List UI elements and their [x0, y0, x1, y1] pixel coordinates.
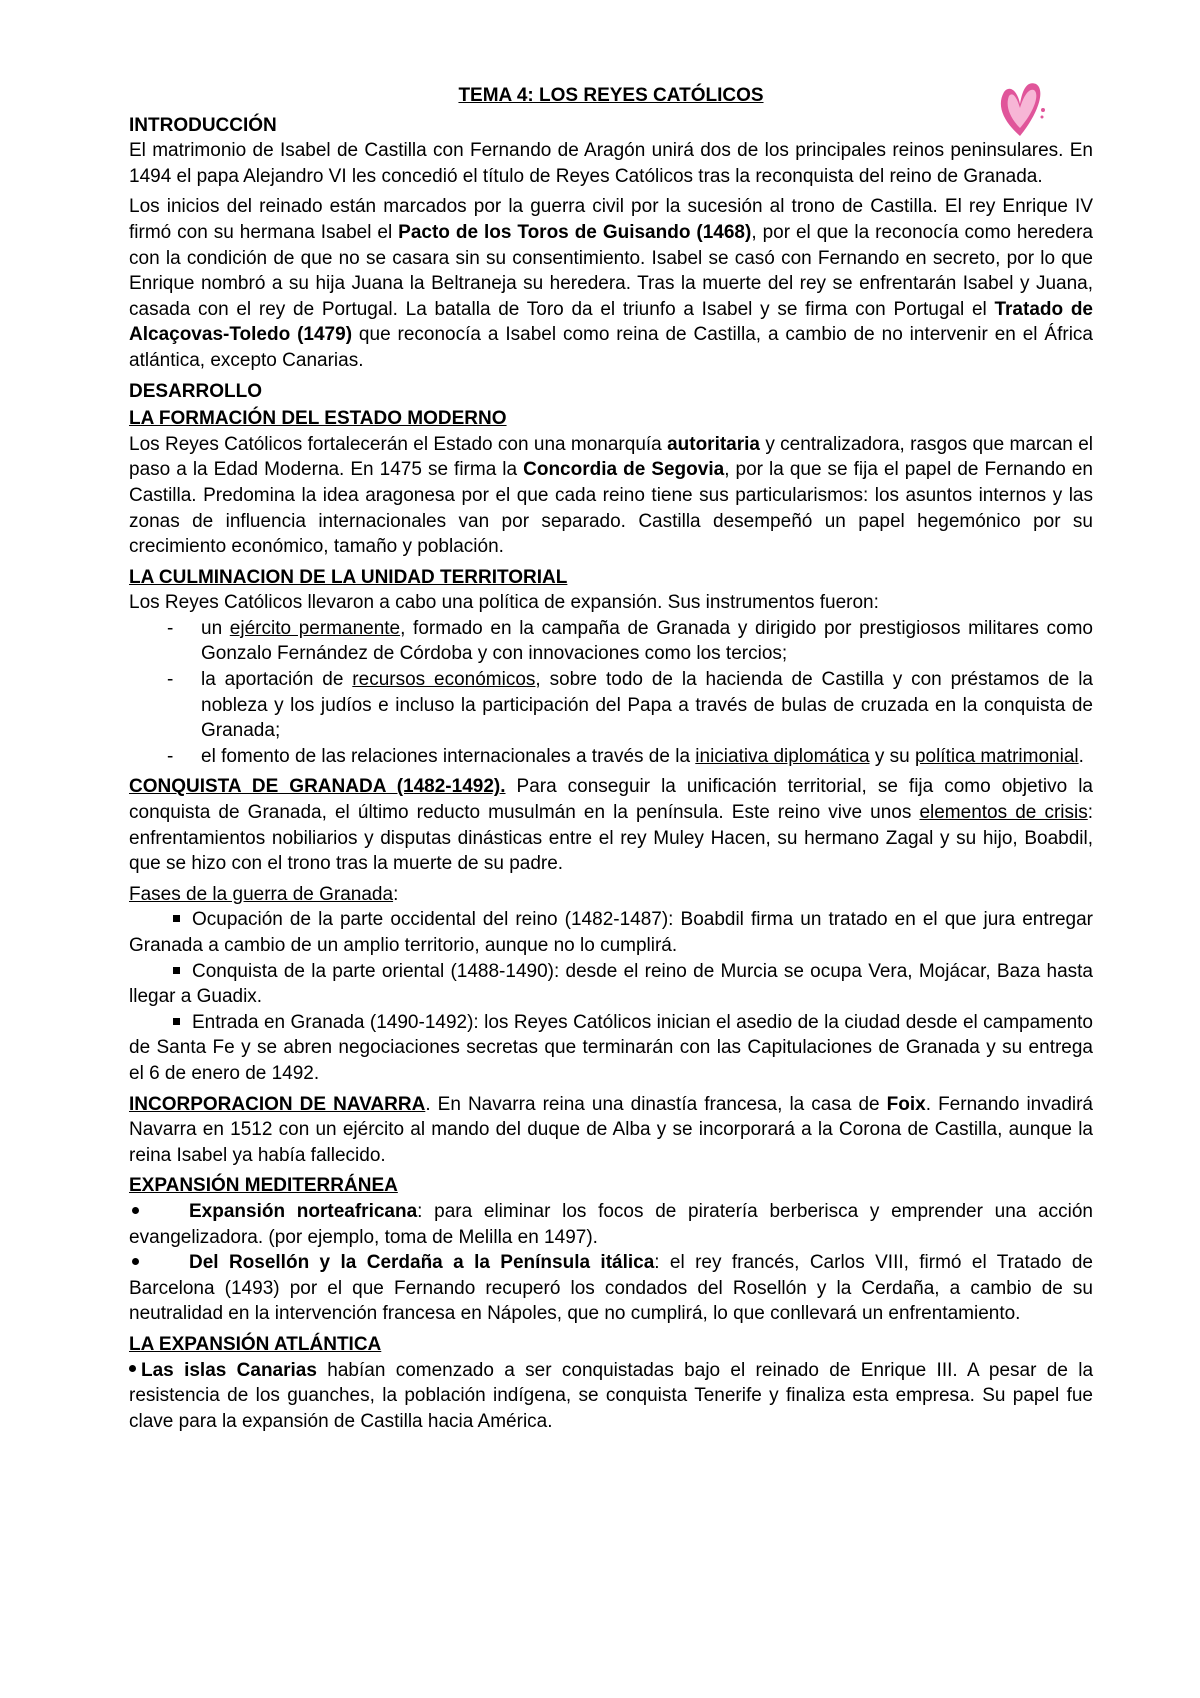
- navarra-heading: INCORPORACION DE NAVARRA: [129, 1093, 426, 1115]
- atlantica-heading: LA EXPANSIÓN ATLÁNTICA: [129, 1333, 382, 1355]
- bullet-icon: [132, 1207, 139, 1214]
- mediterranea-item-2: Del Rosellón y la Cerdaña a la Península itálica: el rey francés, Carlos VIII, firmó el Tratado de Barcelona (1493) por el que Fernando recuperó los condados del Rosellón y la Cerdaña, a cambio de su neutralidad en la intervención francesa en Nápoles, que no cumplirá, lo que conllevará un enfrentamiento.: [129, 1252, 1093, 1325]
- atlantica-item-1: Las islas Canarias habían comenzado a ser conquistadas bajo el reinado de Enrique III. A pesar de la resistencia de los guanches, la población indígena, se conquista Tenerife y finaliza esta empresa. Su papel fue clave para la expansión de Castilla hacia América.: [129, 1359, 1094, 1432]
- intro-paragraph-1: El matrimonio de Isabel de Castilla con Fernando de Aragón unirá dos de los principales reinos peninsulares. En 1494 el papa Alejandro VI les concedió el título de Reyes Católicos tras la reconquista del reino de Granada.: [129, 140, 1093, 187]
- navarra-paragraph: INCORPORACION DE NAVARRA. En Navarra reina una dinastía francesa, la casa de Foix. Fernando invadirá Navarra en 1512 con un ejército al mando del duque de Alba y se incorporará a la Corona de Castilla, aunque la reina Isabel ya había fallecido.: [129, 1093, 1093, 1166]
- fases-label: Fases de la guerra de Granada:: [129, 883, 399, 905]
- bullet-icon: [129, 1365, 136, 1372]
- intro-heading: INTRODUCCIÓN: [129, 114, 277, 136]
- list-item: - la aportación de recursos económicos, sobre todo de la hacienda de Castilla y con préstamos de la nobleza y los judíos e incluso la participación del Papa a través de bulas de cruzada en la conquista de Granada;: [167, 669, 1093, 742]
- page-title: TEMA 4: LOS REYES CATÓLICOS: [458, 85, 764, 106]
- intro-paragraph-2: Los inicios del reinado están marcados por la guerra civil por la sucesión al trono de Castilla. El rey Enrique IV firmó con su hermana Isabel el Pacto de los Toros de Guisando (1468), por el que la reconocía como heredera con la condición de que no se casara sin su consentimiento. Isabel se casó con Fernando en secreto, por lo que Enrique nombró a su hija Juana la Beltraneja su heredera. Tras la muerte del rey se enfrentarán Isabel y Juana, casada con el rey de Portugal. La batalla de Toro da el triunfo a Isabel y se firma con Portugal el Tratado de Alcaçovas-Toledo (1479) que reconocía a Isabel como reina de Castilla, a cambio de no intervenir en el África atlántica, excepto Canarias.: [129, 196, 1093, 371]
- mediterranea-heading: EXPANSIÓN MEDITERRÁNEA: [129, 1175, 398, 1197]
- unidad-territorial-heading: LA CULMINACION DE LA UNIDAD TERRITORIAL: [129, 566, 568, 588]
- list-item: - un ejército permanente, formado en la campaña de Granada y dirigido por prestigiosos militares como Gonzalo Fernández de Córdoba y con innovaciones como los tercios;: [167, 617, 1093, 665]
- fase-item-1: Ocupación de la parte occidental del reino (1482-1487): Boabdil firma un tratado en el que jura entregar Granada a cambio de un amplio territorio, aunque no lo cumplirá.: [129, 909, 1093, 956]
- square-bullet-icon: [173, 915, 180, 922]
- square-bullet-icon: [173, 1018, 180, 1025]
- instrumentos-list: [129, 616, 1093, 770]
- granada-heading: CONQUISTA DE GRANADA (1482-1492).: [129, 776, 506, 798]
- bullet-icon: [132, 1258, 139, 1265]
- fase-item-2: Conquista de la parte oriental (1488-1490): desde el reino de Murcia se ocupa Vera, Mojácar, Baza hasta llegar a Guadix.: [129, 960, 1093, 1008]
- desarrollo-heading: DESARROLLO: [129, 380, 262, 402]
- granada-paragraph: CONQUISTA DE GRANADA (1482-1492). Para conseguir la unificación territorial, se fija como objetivo la conquista de Granada, el último reducto musulmán en la península. Este reino vive unos elementos de crisis: enfrentamientos nobiliarios y disputas dinásticas entre el rey Muley Hacen, su hermano Zagal y su hijo, Boabdil, que se hizo con el trono tras la muerte de su padre.: [129, 776, 1094, 875]
- document-body: [129, 83, 1093, 1439]
- estado-moderno-heading: LA FORMACIÓN DEL ESTADO MODERNO: [129, 408, 507, 430]
- unidad-territorial-intro: Los Reyes Católicos llevaron a cabo una política de expansión. Sus instrumentos fueron:: [129, 592, 879, 614]
- square-bullet-icon: [173, 967, 180, 974]
- fase-item-3: Entrada en Granada (1490-1492): los Reyes Católicos inician el asedio de la ciudad desde el campamento de Santa Fe y se abren negociaciones secretas que terminarán con las Capitulaciones de Granada y su entrega el 6 de enero de 1492.: [129, 1011, 1093, 1084]
- estado-moderno-paragraph: Los Reyes Católicos fortalecerán el Estado con una monarquía autoritaria y centralizadora, rasgos que marcan el paso a la Edad Moderna. En 1475 se firma la Concordia de Segovia, por la que se fija el papel de Fernando en Castilla. Predomina la idea aragonesa por el que cada reino tiene sus particularismos: los asuntos internos y las zonas de influencia internacionales van por separado. Castilla desempeñó un papel hegemónico por su crecimiento económico, tamaño y población.: [129, 433, 1093, 558]
- mediterranea-item-1: Expansión norteafricana: para eliminar los focos de piratería berberisca y emprender una acción evangelizadora. (por ejemplo, toma de Melilla en 1497).: [129, 1200, 1093, 1248]
- list-item: - el fomento de las relaciones internacionales a través de la iniciativa diplomática y su política matrimonial.: [167, 745, 1084, 767]
